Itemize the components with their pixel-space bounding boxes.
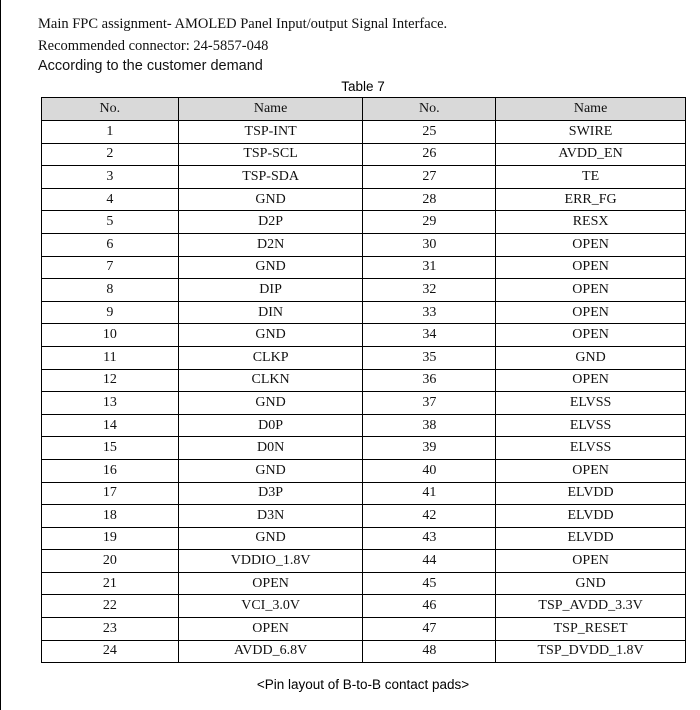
table-row xyxy=(42,505,686,528)
pin-no-left: 18 xyxy=(42,505,179,528)
pin-name-right: OPEN xyxy=(496,279,686,302)
pin-no-left: 20 xyxy=(42,550,179,573)
pin-no-right: 42 xyxy=(363,505,496,528)
pin-no-right: 30 xyxy=(363,233,496,256)
pin-name-left: D0P xyxy=(178,414,363,437)
table-row xyxy=(42,166,686,189)
pin-name-right: ELVDD xyxy=(496,527,686,550)
header-name-left: Name xyxy=(178,98,363,121)
intro-line-fpc-assignment: Main FPC assignment- AMOLED Panel Input/output Signal Interface. xyxy=(38,16,448,32)
table-row xyxy=(42,121,686,144)
pin-name-right: OPEN xyxy=(496,550,686,573)
pin-no-left: 4 xyxy=(42,188,179,211)
pin-name-right: ELVSS xyxy=(496,414,686,437)
pin-no-right: 45 xyxy=(363,572,496,595)
pin-name-right: ERR_FG xyxy=(496,188,686,211)
table-row xyxy=(42,301,686,324)
pin-no-right: 34 xyxy=(363,324,496,347)
pin-name-right: RESX xyxy=(496,211,686,234)
intro-line-connector: Recommended connector: 24-5857-048 xyxy=(38,38,269,54)
pin-no-left: 23 xyxy=(42,618,179,641)
table-row xyxy=(42,143,686,166)
pin-name-right: OPEN xyxy=(496,301,686,324)
pin-no-left: 11 xyxy=(42,346,179,369)
table-row xyxy=(42,279,686,302)
table-row xyxy=(42,188,686,211)
table-row xyxy=(42,256,686,279)
pin-name-right: ELVSS xyxy=(496,392,686,415)
pin-name-right: TSP_AVDD_3.3V xyxy=(496,595,686,618)
pin-name-right: OPEN xyxy=(496,459,686,482)
table-row xyxy=(42,369,686,392)
pin-name-left: CLKN xyxy=(178,369,363,392)
pin-no-right: 36 xyxy=(363,369,496,392)
pin-no-left: 7 xyxy=(42,256,179,279)
pin-assignment-table xyxy=(41,97,686,663)
table-row xyxy=(42,459,686,482)
pin-name-right: OPEN xyxy=(496,256,686,279)
pin-no-right: 29 xyxy=(363,211,496,234)
pin-no-left: 15 xyxy=(42,437,179,460)
pin-name-right: OPEN xyxy=(496,324,686,347)
header-name-right: Name xyxy=(496,98,686,121)
pin-no-left: 6 xyxy=(42,233,179,256)
pin-name-left: GND xyxy=(178,256,363,279)
pin-no-left: 13 xyxy=(42,392,179,415)
table-row xyxy=(42,550,686,573)
table-row xyxy=(42,640,686,663)
pin-no-left: 1 xyxy=(42,121,179,144)
pin-no-right: 25 xyxy=(363,121,496,144)
pin-no-left: 3 xyxy=(42,166,179,189)
table-row xyxy=(42,595,686,618)
pin-name-left: AVDD_6.8V xyxy=(178,640,363,663)
pin-no-right: 28 xyxy=(363,188,496,211)
table-row xyxy=(42,527,686,550)
pin-no-right: 44 xyxy=(363,550,496,573)
pin-no-right: 48 xyxy=(363,640,496,663)
pin-name-left: TSP-SCL xyxy=(178,143,363,166)
pin-name-left: GND xyxy=(178,188,363,211)
pin-name-left: DIN xyxy=(178,301,363,324)
table-row xyxy=(42,324,686,347)
pin-name-right: GND xyxy=(496,346,686,369)
table-header-row xyxy=(42,98,686,121)
pin-no-right: 35 xyxy=(363,346,496,369)
pin-no-right: 40 xyxy=(363,459,496,482)
pin-name-left: D2P xyxy=(178,211,363,234)
pin-no-right: 39 xyxy=(363,437,496,460)
pin-name-left: OPEN xyxy=(178,572,363,595)
pin-name-left: GND xyxy=(178,527,363,550)
pin-name-left: OPEN xyxy=(178,618,363,641)
pin-name-left: DIP xyxy=(178,279,363,302)
header-no-right: No. xyxy=(363,98,496,121)
pin-name-left: D0N xyxy=(178,437,363,460)
pin-no-right: 26 xyxy=(363,143,496,166)
pin-name-left: VDDIO_1.8V xyxy=(178,550,363,573)
pin-name-left: GND xyxy=(178,324,363,347)
pin-name-right: TE xyxy=(496,166,686,189)
pin-name-left: D2N xyxy=(178,233,363,256)
table-row xyxy=(42,392,686,415)
pin-name-right: OPEN xyxy=(496,233,686,256)
pin-no-right: 31 xyxy=(363,256,496,279)
pin-name-left: D3P xyxy=(178,482,363,505)
table-row xyxy=(42,618,686,641)
pin-no-left: 2 xyxy=(42,143,179,166)
pin-name-left: TSP-INT xyxy=(178,121,363,144)
pin-no-right: 43 xyxy=(363,527,496,550)
pin-name-left: GND xyxy=(178,459,363,482)
pin-name-left: GND xyxy=(178,392,363,415)
pin-no-left: 21 xyxy=(42,572,179,595)
pin-name-right: ELVDD xyxy=(496,482,686,505)
table-footer-caption: <Pin layout of B-to-B contact pads> xyxy=(256,677,470,692)
pin-name-right: ELVDD xyxy=(496,505,686,528)
pin-name-right: SWIRE xyxy=(496,121,686,144)
pin-name-left: CLKP xyxy=(178,346,363,369)
header-no-left: No. xyxy=(42,98,179,121)
pin-no-left: 9 xyxy=(42,301,179,324)
pin-name-right: AVDD_EN xyxy=(496,143,686,166)
table-caption: Table 7 xyxy=(341,79,385,94)
pin-name-right: ELVSS xyxy=(496,437,686,460)
pin-no-left: 19 xyxy=(42,527,179,550)
pin-no-right: 32 xyxy=(363,279,496,302)
pin-name-right: TSP_RESET xyxy=(496,618,686,641)
pin-no-right: 38 xyxy=(363,414,496,437)
table-row xyxy=(42,211,686,234)
intro-line-customer-demand: According to the customer demand xyxy=(38,58,263,74)
pin-name-left: TSP-SDA xyxy=(178,166,363,189)
table-row xyxy=(42,346,686,369)
table-row xyxy=(42,482,686,505)
table-row xyxy=(42,437,686,460)
pin-no-left: 12 xyxy=(42,369,179,392)
pin-no-right: 33 xyxy=(363,301,496,324)
pin-no-left: 5 xyxy=(42,211,179,234)
pin-no-left: 8 xyxy=(42,279,179,302)
pin-no-left: 10 xyxy=(42,324,179,347)
pin-no-left: 22 xyxy=(42,595,179,618)
pin-name-left: D3N xyxy=(178,505,363,528)
pin-no-right: 47 xyxy=(363,618,496,641)
pin-name-right: OPEN xyxy=(496,369,686,392)
pin-no-left: 16 xyxy=(42,459,179,482)
pin-no-right: 27 xyxy=(363,166,496,189)
pin-no-right: 46 xyxy=(363,595,496,618)
table-row xyxy=(42,572,686,595)
table-row xyxy=(42,233,686,256)
pin-no-right: 41 xyxy=(363,482,496,505)
pin-no-left: 14 xyxy=(42,414,179,437)
pin-no-left: 24 xyxy=(42,640,179,663)
pin-name-left: VCI_3.0V xyxy=(178,595,363,618)
pin-no-left: 17 xyxy=(42,482,179,505)
pin-name-right: GND xyxy=(496,572,686,595)
pin-no-right: 37 xyxy=(363,392,496,415)
table-row xyxy=(42,414,686,437)
pin-name-right: TSP_DVDD_1.8V xyxy=(496,640,686,663)
